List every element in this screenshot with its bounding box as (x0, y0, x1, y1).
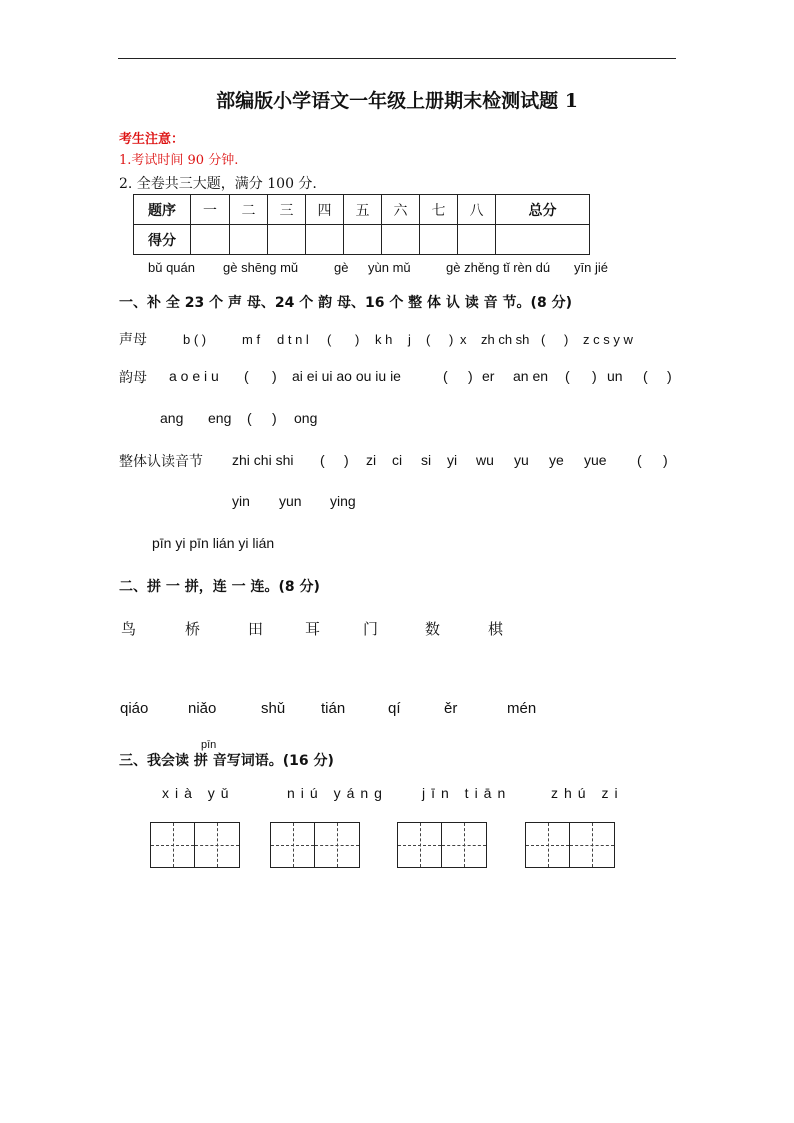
zhengti-item: yue (584, 452, 607, 468)
zhengti-item: yun (279, 493, 302, 509)
shengmu-blank: ( (327, 332, 332, 347)
shengmu-item: z c s y w (583, 332, 633, 347)
yunmu-label: 韵母 (119, 370, 147, 386)
yunmu-blank: ) (667, 368, 672, 384)
zhengti-item: yu (514, 452, 529, 468)
pinyin-hint: bǔ quán (148, 260, 195, 275)
yunmu-blank: ) (272, 410, 277, 426)
yunmu-item: ang (160, 410, 184, 426)
score-input-cell[interactable] (344, 225, 382, 255)
zhengti-item: ying (330, 493, 356, 509)
match-char[interactable]: 桥 (185, 620, 201, 638)
zhengti-item: zhi chi shi (232, 452, 294, 468)
pinyin-hint: gè (334, 260, 349, 275)
shengmu-blank: ) (564, 332, 569, 347)
shengmu-item: j (408, 332, 411, 347)
yunmu-blank: ) (468, 368, 473, 384)
section-3-title: 三、我会读 拼 音写词语。(16 分) (119, 753, 334, 769)
match-pinyin[interactable]: qiáo (120, 700, 149, 717)
score-cell: 七 (420, 195, 458, 225)
notice-line-1: 1.考试时间 90 分钟. (119, 153, 239, 168)
yunmu-item: an en (513, 368, 549, 384)
score-input-cell[interactable] (420, 225, 458, 255)
yunmu-blank: ) (272, 368, 277, 384)
pin-annotation: pīn (201, 739, 217, 751)
score-input-cell[interactable] (230, 225, 268, 255)
score-input-cell[interactable] (268, 225, 306, 255)
writing-cell[interactable] (442, 823, 486, 867)
zhengti-item: ye (549, 452, 564, 468)
notice-heading: 考生注意： (119, 132, 185, 147)
shengmu-item: b ( ) (183, 332, 207, 347)
shengmu-item: m f (242, 332, 261, 347)
match-pinyin[interactable]: shǔ (261, 700, 286, 717)
match-char[interactable]: 鸟 (121, 620, 137, 638)
match-char[interactable]: 田 (248, 620, 264, 638)
yunmu-blank: ( (643, 368, 648, 384)
score-cell-total: 总分 (496, 195, 590, 225)
score-cell: 八 (458, 195, 496, 225)
writing-cell[interactable] (195, 823, 239, 867)
writing-cell[interactable] (526, 823, 570, 867)
zhengti-blank: ) (344, 452, 349, 468)
match-pinyin[interactable]: mén (507, 700, 537, 717)
score-input-cell[interactable] (382, 225, 420, 255)
shengmu-blank: ( (541, 332, 546, 347)
score-table-score-row (134, 225, 590, 255)
score-cell: 三 (268, 195, 306, 225)
yunmu-blank: ) (592, 368, 597, 384)
yunmu-item: eng (208, 410, 232, 426)
match-pinyin[interactable]: ěr (444, 700, 458, 717)
writing-cell[interactable] (151, 823, 195, 867)
yunmu-item: er (482, 368, 495, 384)
score-input-cell[interactable] (306, 225, 344, 255)
zhengti-item: yin (232, 493, 250, 509)
score-cell: 二 (230, 195, 268, 225)
yunmu-blank: ( (244, 368, 249, 384)
score-table (133, 194, 590, 255)
zhengti-item: ci (392, 452, 403, 468)
shengmu-item: x (460, 332, 467, 347)
writing-cell[interactable] (570, 823, 614, 867)
writing-grid[interactable] (270, 822, 360, 868)
pinyin-hint: gè zhěng tǐ rèn dú (446, 260, 551, 275)
score-cell-label: 题序 (134, 195, 191, 225)
score-table-header-row (134, 195, 590, 225)
word-pinyin: zhú zi (551, 785, 624, 801)
zhengti-label: 整体认读音节 (119, 454, 203, 470)
section-1-title: 一、补 全 23 个 声 母、24 个 韵 母、16 个 整 体 认 读 音 节。(8 分) (119, 295, 572, 311)
yunmu-blank: ( (443, 368, 448, 384)
shengmu-label: 声母 (119, 332, 147, 348)
writing-cell[interactable] (398, 823, 442, 867)
writing-cell[interactable] (315, 823, 359, 867)
match-pinyin[interactable]: niǎo (188, 700, 217, 717)
pinyin-hint: yùn mǔ (368, 260, 411, 275)
shengmu-item: k h (375, 332, 393, 347)
pinyi-lianyilian: pīn yi pīn lián yi lián (152, 535, 275, 551)
yunmu-blank: ( (565, 368, 570, 384)
match-char[interactable]: 门 (363, 620, 379, 638)
zhengti-blank: ( (320, 452, 325, 468)
writing-cell[interactable] (271, 823, 315, 867)
score-cell: 五 (344, 195, 382, 225)
header-rule (118, 58, 676, 59)
match-pinyin[interactable]: tián (321, 700, 346, 717)
writing-grid[interactable] (397, 822, 487, 868)
word-pinyin: xià yǔ (162, 785, 235, 801)
writing-grid[interactable] (525, 822, 615, 868)
zhengti-blank: ) (663, 452, 668, 468)
zhengti-blank: ( (637, 452, 642, 468)
notice-line-2: 2. 全卷共三大题，满分 100 分. (119, 176, 317, 192)
zhengti-item: si (421, 452, 432, 468)
pinyin-hint: yīn jié (574, 260, 608, 275)
zhengti-item: yi (447, 452, 458, 468)
score-cell-label: 得分 (134, 225, 191, 255)
yunmu-blank: ( (247, 410, 252, 426)
writing-grid[interactable] (150, 822, 240, 868)
pinyin-hint: gè shēng mǔ (223, 260, 299, 275)
match-pinyin[interactable]: qí (388, 700, 401, 717)
word-pinyin: niú yáng (287, 785, 388, 801)
zhengti-item: wu (476, 452, 494, 468)
score-input-cell[interactable] (496, 225, 590, 255)
score-cell: 四 (306, 195, 344, 225)
word-pinyin: jīn tiān (422, 785, 512, 801)
yunmu-item: ai ei ui ao ou iu ie (292, 368, 401, 384)
shengmu-blank: ) (355, 332, 360, 347)
match-char[interactable]: 数 (425, 620, 441, 638)
score-input-cell[interactable] (191, 225, 230, 255)
page-title: 部编版小学语文一年级上册期末检测试题 1 (216, 90, 578, 112)
yunmu-item: ong (294, 410, 318, 426)
yunmu-item: un (607, 368, 623, 384)
shengmu-item: d t n l (277, 332, 309, 347)
score-input-cell[interactable] (458, 225, 496, 255)
score-cell: 一 (191, 195, 230, 225)
section-2-title: 二、拼 一 拼，连 一 连。(8 分) (119, 579, 320, 595)
yunmu-item: a o e i u (169, 368, 219, 384)
match-char[interactable]: 耳 (305, 620, 321, 638)
shengmu-blank: ) (449, 332, 454, 347)
match-char[interactable]: 棋 (488, 620, 504, 638)
zhengti-item: zi (366, 452, 377, 468)
shengmu-blank: ( (426, 332, 431, 347)
score-cell: 六 (382, 195, 420, 225)
shengmu-item: zh ch sh (481, 332, 530, 347)
